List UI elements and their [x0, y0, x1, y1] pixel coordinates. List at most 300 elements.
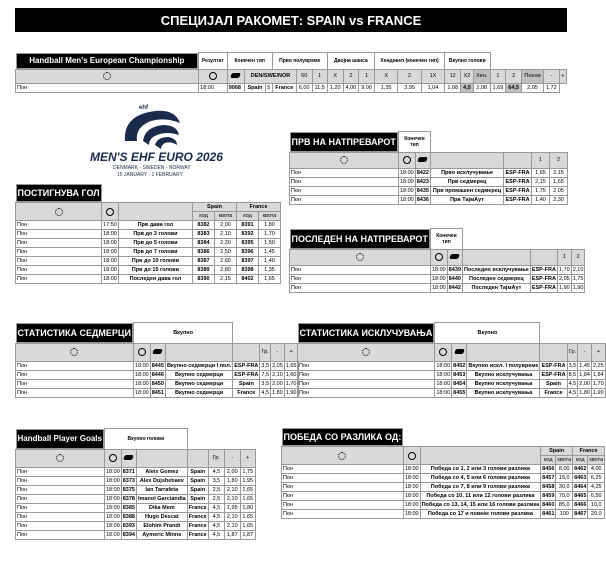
cell-day: Пон: [282, 492, 404, 501]
odd[interactable]: 1,70: [592, 380, 604, 387]
cell-code: 8395: [237, 239, 259, 248]
cell-market: Прв до 15 голови: [118, 266, 192, 275]
cell-team: ESP-FRA: [541, 362, 566, 369]
venue: DEN/SWE/NOR: [245, 69, 297, 83]
odd[interactable]: 2,10: [225, 512, 240, 521]
odd[interactable]: 1,80: [272, 389, 283, 396]
odd[interactable]: 1,87: [240, 530, 255, 539]
odd[interactable]: 4,25: [588, 483, 605, 492]
odd[interactable]: 2,05: [521, 83, 543, 92]
table-row[interactable]: [16, 221, 281, 230]
table-row[interactable]: [298, 379, 606, 388]
cell-day: Пон: [290, 186, 399, 195]
odd[interactable]: 8,00: [556, 465, 573, 474]
first-event-header: ПРВ НА НАТПРЕВАРОТ: [290, 132, 398, 152]
cell-code: 8462: [574, 466, 587, 472]
main-header: Handball Men's European Championship: [16, 53, 199, 69]
sub-label: 1: [312, 69, 327, 83]
table-row[interactable]: [16, 257, 281, 266]
odd[interactable]: 1,87: [225, 530, 240, 539]
cell-time: 18:00: [404, 502, 419, 508]
cell-time: 18:00: [436, 362, 451, 369]
odd[interactable]: 2,05: [272, 362, 283, 369]
table-row[interactable]: [290, 265, 585, 274]
cell-time: 18:00: [404, 475, 419, 481]
cell-time: 18:00: [105, 495, 120, 502]
cell-team: Spain: [187, 476, 208, 485]
odd[interactable]: 1,80: [579, 389, 590, 396]
odd[interactable]: 6,50: [588, 492, 605, 501]
odd[interactable]: 1,72: [543, 83, 559, 92]
odd[interactable]: 1,90: [285, 389, 297, 396]
odd[interactable]: 1,90: [592, 389, 604, 396]
odd[interactable]: 1,45: [259, 248, 281, 257]
odd[interactable]: 4,00: [588, 465, 605, 474]
table-row[interactable]: [16, 503, 256, 512]
odd[interactable]: 1,65: [550, 177, 568, 186]
sub-label: квота: [215, 212, 237, 221]
cell-code: 8466: [574, 502, 587, 508]
odd[interactable]: 1,84: [592, 371, 604, 378]
cell-day: Пон: [16, 494, 105, 503]
cell-line: 2,5: [208, 494, 224, 503]
cell-time: 18:00: [103, 240, 117, 246]
sub-label: +: [559, 69, 566, 83]
table-row[interactable]: [290, 274, 585, 283]
sub-label: -: [543, 69, 559, 83]
sub-label: +: [284, 343, 298, 361]
cell-time: 18:00: [134, 362, 149, 369]
table-row[interactable]: [16, 476, 256, 485]
last-event-section: [289, 228, 584, 293]
cell-time: 18:00: [399, 169, 414, 176]
cell-line: 4,5: [208, 530, 224, 539]
odd[interactable]: 2,10: [572, 266, 584, 273]
table-row[interactable]: [282, 474, 605, 483]
odd[interactable]: 1,80: [259, 221, 281, 230]
odd[interactable]: 1,75: [240, 467, 255, 476]
cell-code: 8457: [542, 475, 555, 481]
table-row[interactable]: [290, 177, 568, 186]
cell-time: 18:00: [134, 389, 149, 396]
cell-time: 18:00: [404, 511, 419, 517]
odd[interactable]: 1,65: [532, 168, 550, 177]
cell-code: 8450: [151, 380, 164, 387]
col-handicap: Хендикеп (конечен тип): [374, 53, 444, 70]
odd[interactable]: 1,80: [225, 476, 240, 485]
sub-label: квота: [557, 457, 572, 463]
sub-label: -: [578, 343, 592, 361]
cell-day: Пон: [16, 239, 102, 248]
col-final: Конечен тип: [227, 53, 272, 70]
odd[interactable]: 6,00: [296, 83, 312, 92]
cell-time: 18:00: [105, 522, 120, 529]
logo-ehf: ehf: [139, 105, 148, 111]
cell-day: Пон: [290, 265, 431, 274]
cell-code: 8439: [448, 266, 461, 273]
logo-dates: 15 JANUARY - 1 FEBRUARY: [117, 172, 183, 178]
sub-label: 1: [557, 249, 571, 265]
cell-team: Spain: [187, 467, 208, 476]
table-row[interactable]: [16, 512, 256, 521]
handicap: 4,5: [461, 83, 474, 92]
odd[interactable]: 70,0: [556, 492, 573, 501]
gear-icon: [16, 449, 105, 467]
cell-day: Пон: [282, 465, 404, 474]
odd[interactable]: 1,65: [259, 275, 281, 284]
odd[interactable]: 2,10: [225, 485, 240, 494]
odd[interactable]: 2,80: [215, 266, 237, 275]
clock-icon: [199, 69, 228, 83]
cell-code: 8371: [122, 468, 135, 475]
page-title-bar: [15, 8, 567, 32]
odd[interactable]: 2,00: [579, 380, 590, 387]
cell-day: Пон: [16, 275, 102, 284]
cell-market: Победа со 17 и повеќе голови разлика: [420, 510, 541, 519]
odd[interactable]: 30,0: [556, 483, 573, 492]
cell-market: Alex Dujshebaev: [137, 476, 188, 485]
odd[interactable]: 2,05: [558, 275, 570, 282]
cell-line: 8,5: [568, 371, 577, 378]
cell-day: Пон: [298, 388, 435, 397]
table-row[interactable]: [282, 492, 605, 501]
sub-label: 2: [506, 69, 522, 83]
cell-code: 8394: [122, 531, 135, 538]
sub-label: -: [271, 343, 285, 361]
odd[interactable]: 2,15: [532, 177, 550, 186]
odd[interactable]: 3,95: [398, 83, 421, 92]
odd[interactable]: 2,10: [225, 521, 240, 530]
odd[interactable]: 2,00: [215, 221, 237, 230]
cell-market: Прв седмерец: [430, 177, 503, 186]
cell-code: 8445: [151, 362, 164, 369]
cell-team: Spain: [187, 494, 208, 503]
cell-market: Прв ТајмАут: [430, 195, 503, 204]
odd[interactable]: 2,00: [225, 467, 240, 476]
odd[interactable]: 2,30: [550, 195, 568, 204]
table-row[interactable]: [16, 530, 256, 539]
table-row[interactable]: [298, 388, 606, 397]
cell-time: 18:00: [105, 468, 120, 475]
table-row[interactable]: [16, 230, 281, 239]
cell-market: Elohim Prandi: [137, 521, 188, 530]
odd[interactable]: 1,65: [240, 485, 255, 494]
cell-team: Spain: [233, 379, 260, 388]
table-row[interactable]: [16, 239, 281, 248]
cell-market: Вкупно седмерци: [165, 370, 232, 379]
sub-label: 2: [550, 152, 568, 168]
odd[interactable]: 9,00: [359, 83, 375, 92]
table-row[interactable]: [16, 275, 281, 284]
odd[interactable]: 1,20: [327, 83, 343, 92]
table-row[interactable]: [16, 485, 256, 494]
cell-time: 18:00: [431, 284, 446, 291]
cell-market: Последно исклучување: [463, 266, 529, 273]
table-row[interactable]: [282, 501, 605, 510]
sub-label: квота: [589, 457, 604, 463]
cell-market: Ian Tarrafeta: [137, 485, 188, 494]
sub-label: +: [240, 449, 255, 467]
cell-line: 4,5: [208, 512, 224, 521]
cell-time: 18:00: [199, 83, 228, 92]
cell-code: 8382: [193, 221, 215, 230]
odd[interactable]: 1,60: [285, 371, 297, 378]
table-row[interactable]: [16, 83, 567, 92]
cell-code: 8386: [193, 248, 215, 257]
cell-day: Пон: [298, 379, 435, 388]
odd[interactable]: 1,95: [240, 476, 255, 485]
sub-label: Гр.: [567, 343, 578, 361]
table-row[interactable]: [298, 370, 606, 379]
cell-time: 18:00: [399, 187, 414, 194]
cell-time: 18:00: [404, 466, 419, 472]
odd[interactable]: 1,08: [445, 83, 461, 92]
odd[interactable]: 2,15: [550, 168, 568, 177]
cell-time: 18:00: [436, 389, 451, 396]
odd[interactable]: 2,08: [473, 83, 490, 92]
cell-code: 8453: [453, 371, 466, 378]
cell-team: France: [188, 522, 207, 529]
cell-code: 8422: [416, 169, 429, 176]
logo-hosts: DENMARK - SWEDEN - NORWAY: [113, 165, 191, 171]
cell-code: 8423: [416, 178, 429, 185]
table-row[interactable]: [290, 283, 585, 292]
odd[interactable]: 2,50: [215, 248, 237, 257]
table-row[interactable]: [282, 510, 605, 519]
cell-market: Победа со 1, 2 или 3 голови разлика: [420, 465, 541, 474]
cell-market: Победа со 4, 5 или 6 голови разлика: [420, 474, 541, 483]
handball-icon: [121, 449, 136, 467]
odd[interactable]: 1,95: [225, 503, 240, 512]
cell-market: Imanol Garciandia: [138, 495, 186, 502]
cell-time: 18:00: [105, 477, 120, 484]
sub-label: +: [591, 343, 605, 361]
odd[interactable]: 100: [556, 510, 573, 519]
team-france: France: [237, 203, 281, 212]
first-event-section: [289, 131, 568, 205]
cell-code: 8397: [237, 257, 259, 266]
cell-line: 4,5: [208, 503, 224, 512]
odd[interactable]: 2,10: [272, 371, 283, 378]
table-row[interactable]: [298, 361, 606, 370]
odd[interactable]: 1,70: [259, 230, 281, 239]
cell-day: Пон: [16, 83, 199, 92]
cell-market: Вкупно исклучувања: [467, 388, 540, 397]
table-row[interactable]: [16, 494, 256, 503]
odd[interactable]: 1,35: [259, 266, 281, 275]
sub-label: 1X: [421, 69, 444, 83]
table-row[interactable]: [282, 483, 605, 492]
sub-label: 2: [571, 249, 585, 265]
odd[interactable]: 11,5: [312, 83, 327, 92]
odd[interactable]: 2,15: [215, 275, 237, 284]
cell-time: 18:00: [404, 484, 419, 490]
odd[interactable]: 1,90: [572, 284, 584, 291]
gear-icon: [298, 343, 435, 361]
first-event-col: Конечен тип: [398, 132, 430, 153]
col-double: Двојна шанса: [327, 53, 374, 70]
cell-code: 8391: [237, 221, 259, 230]
odd[interactable]: 6,25: [588, 474, 605, 483]
exclusions-section: [297, 322, 604, 398]
table-row[interactable]: [16, 521, 256, 530]
odd[interactable]: 1,84: [579, 371, 590, 378]
odd[interactable]: 2,00: [272, 380, 283, 387]
cell-time: 18:00: [103, 276, 117, 282]
cell-team: Spain: [540, 379, 567, 388]
exclusions-header: СТАТИСТИКА ИСКЛУЧУВАЊА: [298, 323, 435, 343]
table-row[interactable]: [282, 465, 605, 474]
table-row[interactable]: [16, 248, 281, 257]
cell-away: France: [272, 83, 296, 92]
cell-code: 8456: [542, 466, 555, 472]
cell-day: Пон: [16, 266, 102, 275]
table-row[interactable]: [16, 370, 299, 379]
cell-code: 8467: [574, 511, 587, 517]
cell-code: 8390: [193, 275, 215, 284]
odd[interactable]: 1,65: [240, 512, 255, 521]
cell-code: 8440: [448, 275, 461, 282]
cell-market: Прв промашен седмерец: [430, 186, 503, 195]
odd[interactable]: 15,0: [556, 474, 573, 483]
odd[interactable]: 1,65: [285, 362, 297, 369]
cell-match: ESP-FRA: [505, 169, 530, 176]
table-row[interactable]: [290, 168, 568, 177]
cell-code: 8383: [193, 230, 215, 239]
odd[interactable]: 1,69: [490, 83, 506, 92]
odd[interactable]: 10,0: [588, 501, 605, 510]
odd[interactable]: 20,0: [588, 510, 605, 519]
cell-code: 8442: [448, 284, 461, 291]
sub-label: код: [573, 456, 588, 465]
sub-label: 1: [490, 69, 506, 83]
table-row[interactable]: [16, 388, 299, 397]
cell-time: 17:50: [103, 222, 117, 228]
clock-icon: [435, 343, 452, 361]
cell-time: 18:00: [436, 371, 451, 378]
cell-code: 8387: [193, 257, 215, 266]
cell-time: 18:00: [436, 380, 451, 387]
cell-day: Пон: [16, 512, 105, 521]
cell-team: ESP-FRA: [541, 371, 566, 378]
odd[interactable]: 2,10: [225, 494, 240, 503]
odd[interactable]: 1,40: [259, 257, 281, 266]
table-row[interactable]: [290, 186, 568, 195]
cell-day: Пон: [16, 221, 102, 230]
odd[interactable]: 2,60: [215, 257, 237, 266]
page-title: СПЕЦИЈАЛ РАКОМЕТ: SPAIN vs FRANCE: [160, 12, 422, 28]
cell-code: 8454: [453, 380, 466, 387]
odd[interactable]: 1,90: [558, 284, 570, 291]
odd[interactable]: 1,70: [558, 266, 570, 273]
cell-line: 3,5: [568, 362, 577, 369]
points: 64,5: [506, 83, 522, 92]
odd[interactable]: 2,30: [215, 239, 237, 248]
gear-icon: [282, 447, 404, 465]
odd[interactable]: 85,0: [556, 501, 573, 510]
col-half: Прво полувреме: [272, 53, 327, 70]
sub-label: Хен.: [473, 69, 490, 83]
clock-icon: [430, 249, 447, 265]
cell-code: 8373: [122, 477, 135, 484]
odd[interactable]: 4,00: [343, 83, 359, 92]
cell-day: Пон: [16, 230, 102, 239]
odd[interactable]: 2,10: [215, 230, 237, 239]
clock-icon: [104, 449, 121, 467]
odd[interactable]: 1,75: [532, 186, 550, 195]
odd[interactable]: 1,04: [421, 83, 444, 92]
odd[interactable]: 1,65: [240, 521, 255, 530]
sub-label: 1: [532, 152, 550, 168]
cell-day: Пон: [282, 510, 404, 519]
table-row[interactable]: [16, 467, 256, 476]
cell-time: 18:00: [399, 196, 414, 203]
cell-code: 8461: [542, 511, 555, 517]
cell-market: Последен ТајмАут: [462, 283, 530, 292]
goals-section: [15, 184, 281, 284]
table-row[interactable]: [16, 266, 281, 275]
table-row[interactable]: [16, 379, 299, 388]
odd[interactable]: 1,70: [285, 380, 297, 387]
sevens-section: [15, 322, 297, 398]
cell-market: Вкупно седмерци I пол.: [166, 362, 232, 369]
cell-code: 8451: [151, 389, 164, 396]
cell-market: Вкупно седмерци: [165, 388, 232, 397]
cell-home: Spain: [245, 83, 266, 92]
margin-section: [281, 428, 604, 519]
cell-day: Пон: [282, 501, 404, 510]
players-section: [15, 428, 256, 540]
table-row[interactable]: [290, 195, 568, 204]
cell-market: Прв до 3 голови: [118, 230, 192, 239]
cell-code: 8464: [574, 484, 587, 490]
cell-line: 4,5: [568, 389, 577, 396]
cell-line: 4,5: [208, 521, 224, 530]
cell-code: 8455: [453, 389, 466, 396]
odd[interactable]: 1,35: [374, 83, 397, 92]
table-row[interactable]: [16, 361, 299, 370]
cell-day: Пон: [282, 474, 404, 483]
cell-day: Пон: [290, 168, 399, 177]
odd[interactable]: 1,40: [532, 195, 550, 204]
cell-day: Пон: [16, 248, 102, 257]
odd[interactable]: 1,45: [579, 362, 590, 369]
logo-title: MEN'S EHF EURO 2026: [90, 150, 223, 164]
odd[interactable]: 2,05: [550, 186, 568, 195]
cell-team: ESP-FRA: [234, 371, 259, 378]
sub-label: 12: [445, 69, 461, 83]
cell-market: Прв до 5 голови: [118, 239, 192, 248]
cell-time: 18:00: [103, 249, 117, 255]
handball-icon: [452, 343, 467, 361]
odd[interactable]: 1,65: [240, 494, 255, 503]
odd[interactable]: 2,25: [592, 362, 604, 369]
cell-market: Вкупно искл. I полувреме: [468, 362, 539, 369]
cell-day: Пон: [16, 370, 134, 379]
cell-match: ESP-FRA: [531, 266, 556, 273]
cell-market: Победа со 10, 11 или 12 голови разлика: [420, 492, 541, 501]
cell-market: Прво исклучување: [430, 168, 503, 177]
odd[interactable]: 1,75: [572, 275, 584, 282]
odd[interactable]: 1,80: [240, 503, 255, 512]
margin-header: ПОБЕДА СО РАЗЛИКА ОД:: [282, 428, 404, 446]
cell-code: 8378: [122, 495, 135, 502]
sub-label: X2: [461, 69, 474, 83]
cell-team: France: [188, 513, 207, 520]
odd[interactable]: 1,50: [259, 239, 281, 248]
exclusions-col: Вкупно: [435, 323, 540, 344]
cell-market: Прв до 7 голови: [118, 248, 192, 257]
